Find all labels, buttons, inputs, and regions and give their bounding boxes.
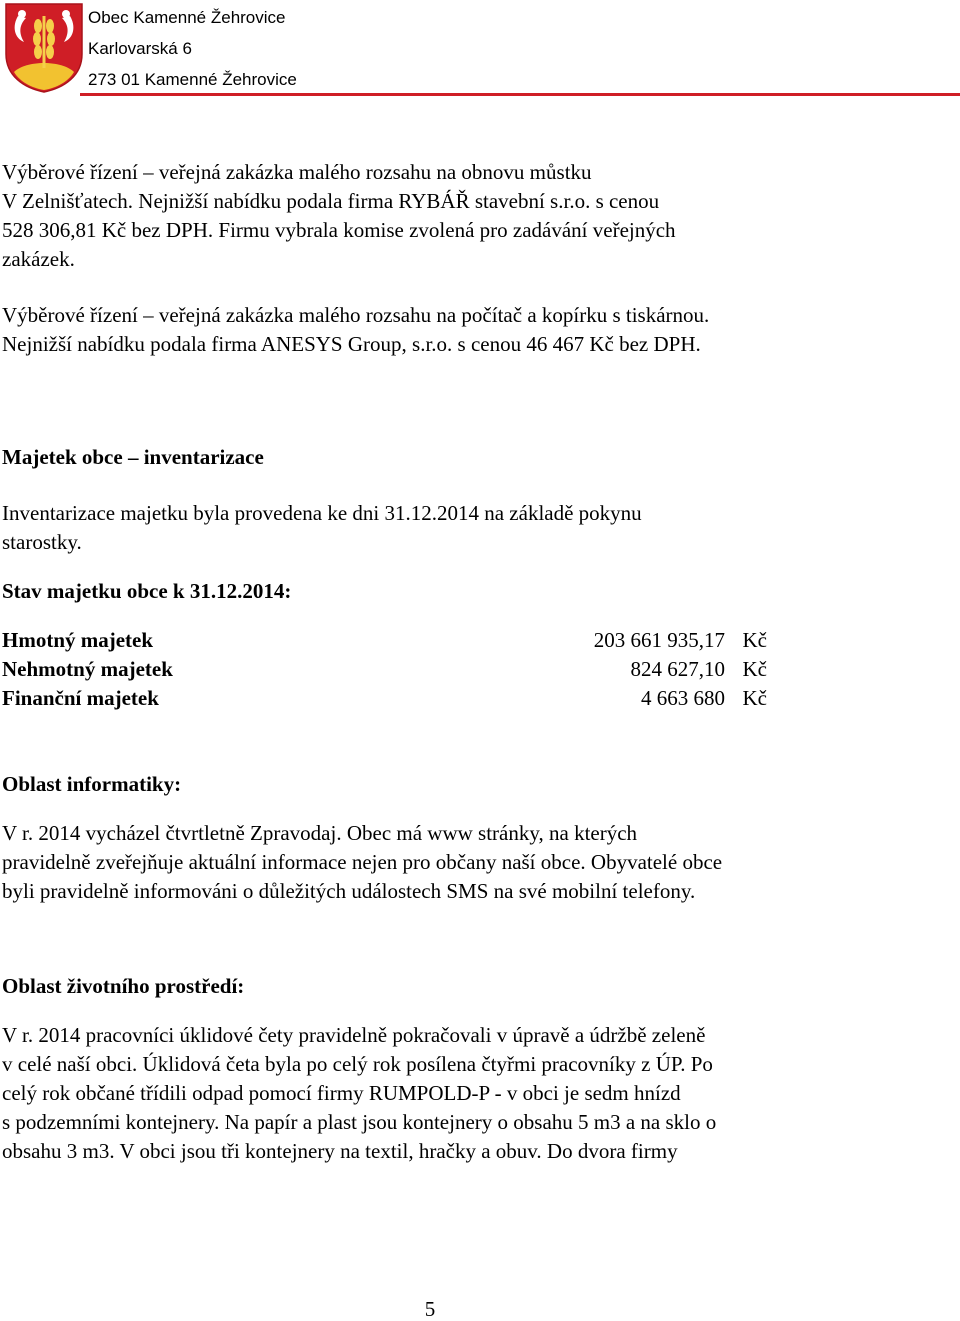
table-row <box>2 684 767 713</box>
paragraph-inventory <box>2 499 952 557</box>
text-line: obsahu 3 m3. V obci jsou tři kontejnery na textil, hračky a obuv. Do dvora firmy <box>2 1139 678 1163</box>
text-line: zakázek. <box>2 247 75 271</box>
text-line: Inventarizace majetku byla provedena ke dni 31.12.2014 na základě pokynu <box>2 501 642 525</box>
text-line: 528 306,81 Kč bez DPH. Firmu vybrala komise zvolená pro zadávání veřejných <box>2 218 676 242</box>
table-row <box>2 626 767 655</box>
text-line: starostky. <box>2 530 82 554</box>
section-heading-property: Majetek obce – inventarizace <box>2 445 264 469</box>
text-line: v celé naší obci. Úklidová četa byla po celý rok posílena čtyřmi pracovníky z ÚP. Po <box>2 1052 713 1076</box>
text-line: Výběrové řízení – veřejná zakázka malého rozsahu na počítač a kopírku s tiskárnou. <box>2 303 710 327</box>
table-row <box>2 655 767 684</box>
section-heading-environment: Oblast životního prostředí: <box>2 974 245 998</box>
text-line: V r. 2014 vycházel čtvrtletně Zpravodaj. Obec má www stránky, na kterých <box>2 821 638 845</box>
asset-name: Finanční majetek <box>2 686 159 710</box>
text-line: celý rok občané třídili odpad pomocí firmy RUMPOLD-P - v obci je sedm hnízd <box>2 1081 681 1105</box>
text-line: s podzemními kontejnery. Na papír a plast jsou kontejnery o obsahu 5 m3 a na sklo o <box>2 1110 717 1134</box>
property-status-heading: Stav majetku obce k 31.12.2014: <box>2 579 292 603</box>
asset-currency: Kč <box>742 657 767 681</box>
text-line: Výběrové řízení – veřejná zakázka malého rozsahu na obnovu můstku <box>2 160 592 184</box>
text-line: V r. 2014 pracovníci úklidové čety pravidelně pokračovali v úpravě a údržbě zeleně <box>2 1023 706 1047</box>
asset-name: Nehmotný majetek <box>2 657 173 681</box>
section-heading-informatics: Oblast informatiky: <box>2 772 182 796</box>
property-table <box>2 626 767 713</box>
asset-value: 824 627,10 <box>630 657 725 681</box>
paragraph-bridge-tender <box>2 158 952 274</box>
text-line: byli pravidelně informováni o důležitých událostech SMS na své mobilní telefony. <box>2 879 696 903</box>
asset-value: 4 663 680 <box>641 686 725 710</box>
text-line: pravidelně zveřejňuje aktuální informace nejen pro občany naší obce. Obyvatelé obce <box>2 850 723 874</box>
asset-value: 203 661 935,17 <box>593 628 725 652</box>
page-number-text: 5 <box>424 1297 436 1321</box>
municipal-coat-of-arms-icon <box>4 2 84 94</box>
asset-name: Hmotný majetek <box>2 628 154 652</box>
org-name: Obec Kamenné Žehrovice <box>88 8 286 27</box>
page-number <box>0 1297 960 1321</box>
header-divider <box>80 93 960 96</box>
org-street: Karlovarská 6 <box>88 39 192 58</box>
paragraph-informatics <box>2 819 952 906</box>
org-city: 273 01 Kamenné Žehrovice <box>88 70 297 89</box>
asset-currency: Kč <box>742 628 767 652</box>
document-body <box>2 158 952 1166</box>
asset-currency: Kč <box>742 686 767 710</box>
letterhead <box>0 0 960 100</box>
text-line: V Zelnišťatech. Nejnižší nabídku podala firma RYBÁŘ stavební s.r.o. s cenou <box>2 189 660 213</box>
paragraph-computer-tender <box>2 301 952 359</box>
paragraph-environment <box>2 1021 952 1166</box>
text-line: Nejnižší nabídku podala firma ANESYS Group, s.r.o. s cenou 46 467 Kč bez DPH. <box>2 332 701 356</box>
